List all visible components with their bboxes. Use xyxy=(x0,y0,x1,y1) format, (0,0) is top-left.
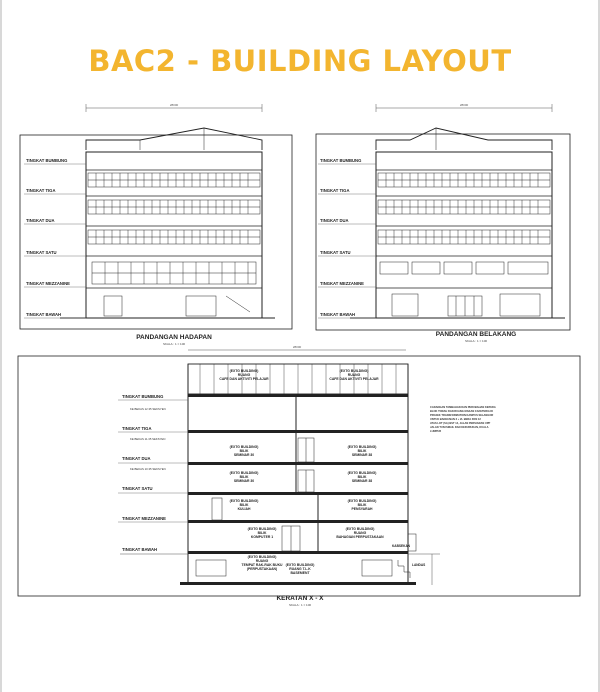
room-label: (EXTG BUILDING) xyxy=(229,499,259,503)
rear-floor-label: TINGKAT BUMBUNG xyxy=(320,158,362,163)
room-label: SEMINAR 38 xyxy=(351,479,373,483)
room-label: RUANG xyxy=(353,531,367,535)
room-label: (EXTG BUILDING) xyxy=(347,471,377,475)
room-label: PENSYARAH xyxy=(351,507,373,511)
section-drawing xyxy=(18,345,580,607)
section-floor-label: TINGKAT BAWAH xyxy=(122,547,158,552)
rear-floor-label: TINGKAT MEZZANINE xyxy=(320,281,364,286)
room-label: BILIK xyxy=(239,475,249,479)
side-label: LANDAS xyxy=(412,563,426,567)
section-floor-label: TINGKAT SATU xyxy=(122,486,153,491)
front-floor-label: TINGKAT TIGA xyxy=(26,188,56,193)
note-line: UNTUK BANGUNAN 2 + 2L BERA ZON 12 xyxy=(430,418,481,421)
section-floor-label: TINGKAT TIGA xyxy=(122,426,152,431)
room-label: (EXTG BUILDING) xyxy=(345,527,375,531)
note-line: BLOK TORAH DAN RUANG MAKAN CAFETERIA DI xyxy=(430,410,493,413)
note-line: ATAS LOT (SA) BST 14, JALAN PERSIARAN UPP xyxy=(430,422,491,425)
section-floor-label: TINGKAT MEZZANINE xyxy=(122,516,166,521)
room-label: CAFE DAN AKTIVITI PELAJAR xyxy=(329,377,379,381)
note-line: CADANGAN TAMBAHAN DAN PERUBAHAN KEPADA xyxy=(430,406,496,409)
room-label: (PERPUSTAKAAN) xyxy=(246,567,278,571)
rear-floor-label: TINGKAT BAWAH xyxy=(320,312,356,317)
front-floor-label: TINGKAT BAWAH xyxy=(26,312,62,317)
front-floor-label: TINGKAT DUA xyxy=(26,218,55,223)
front-scale: SKALA : 1 = 100 xyxy=(162,342,186,346)
front-floor-label: TINGKAT BUMBUNG xyxy=(26,158,68,163)
room-label: (EXTG BUILDING) xyxy=(229,369,259,373)
room-label: (EXTG BUILDING) xyxy=(229,445,259,449)
room-label: CAFE DAN AKTIVITI PELAJAR xyxy=(219,377,269,381)
rear-floor-label: TINGKAT TIGA xyxy=(320,188,350,193)
note-line: JALAN TUN ISMAIL DAN KEDUDUKAN, KUALA xyxy=(430,426,489,429)
room-label: RUANG xyxy=(347,373,361,377)
front-floor-label: TINGKAT MEZZANINE xyxy=(26,281,70,286)
note-line: LUMPUR xyxy=(430,430,442,433)
front-floor-label: TINGKAT SATU xyxy=(26,250,57,255)
room-label: (EXTG BUILDING) xyxy=(285,563,315,567)
room-label: (EXTG BUILDING) xyxy=(339,369,369,373)
side-label: KABSEKAN xyxy=(392,544,411,548)
room-label: SEMINAR 30 xyxy=(233,453,255,457)
rear-elevation xyxy=(316,103,570,343)
room-label: BILIK xyxy=(239,449,249,453)
room-label: SEMINAR 30 xyxy=(233,479,255,483)
room-label: SEMINAR 38 xyxy=(351,453,373,457)
section-floor-label: TINGKAT DUA xyxy=(122,456,151,461)
front-caption: PANDANGAN HADAPAN xyxy=(136,334,212,341)
room-label: (EXTG BUILDING) xyxy=(347,499,377,503)
rear-floor-label: TINGKAT SATU xyxy=(320,250,351,255)
room-label: (EXTG BUILDING) xyxy=(347,445,377,449)
svg-text:28000: 28000 xyxy=(169,103,179,107)
page-title: BAC2 - BUILDING LAYOUT xyxy=(88,44,512,78)
rear-floor-label: TINGKAT DUA xyxy=(320,218,349,223)
section-caption: KERATAN X - X xyxy=(276,595,324,602)
room-label: TEMPAT RAK-RAK BUKU xyxy=(241,563,283,567)
room-label: KOMPUTER 1 xyxy=(250,535,274,539)
room-label: BILIK xyxy=(239,503,249,507)
room-label: RUANG xyxy=(255,559,269,563)
svg-text:28000: 28000 xyxy=(459,103,469,107)
room-label: BILIK xyxy=(357,449,367,453)
room-label: BAHAGIAN PERPUSTAKAAN xyxy=(336,535,384,539)
annotation: KE BEKAS 12.35 SEKSYEN xyxy=(130,407,166,411)
room-label: BASEMENT xyxy=(290,571,310,575)
note-line: PROJEK TRANSFORMATION KAMPUS SELANGOR xyxy=(430,414,494,417)
annotation: KE BEKAS 11.35 SEKSYEN xyxy=(130,437,166,441)
svg-text:28000: 28000 xyxy=(292,345,302,349)
room-label: KULIAH xyxy=(237,507,251,511)
room-label: (EXTG BUILDING) xyxy=(229,471,259,475)
section-floor-label: TINGKAT BUMBUNG xyxy=(122,394,164,399)
room-label: (EXTG BUILDING) xyxy=(247,555,277,559)
front-elevation xyxy=(20,103,292,346)
room-label: BILIK xyxy=(357,475,367,479)
room-label: RUANG xyxy=(237,373,251,377)
room-label: RUANG T.L.K xyxy=(289,567,311,571)
annotation: KE BEKAS 10.35 SEKSYEN xyxy=(130,467,166,471)
room-label: BILIK xyxy=(257,531,267,535)
rear-caption: PANDANGAN BELAKANG xyxy=(435,331,517,338)
rear-scale: SKALA : 1 = 100 xyxy=(464,339,488,343)
room-label: (EXTG BUILDING) xyxy=(247,527,277,531)
section-scale: SKALA : 1 = 100 xyxy=(288,603,312,607)
room-label: BILIK xyxy=(357,503,367,507)
